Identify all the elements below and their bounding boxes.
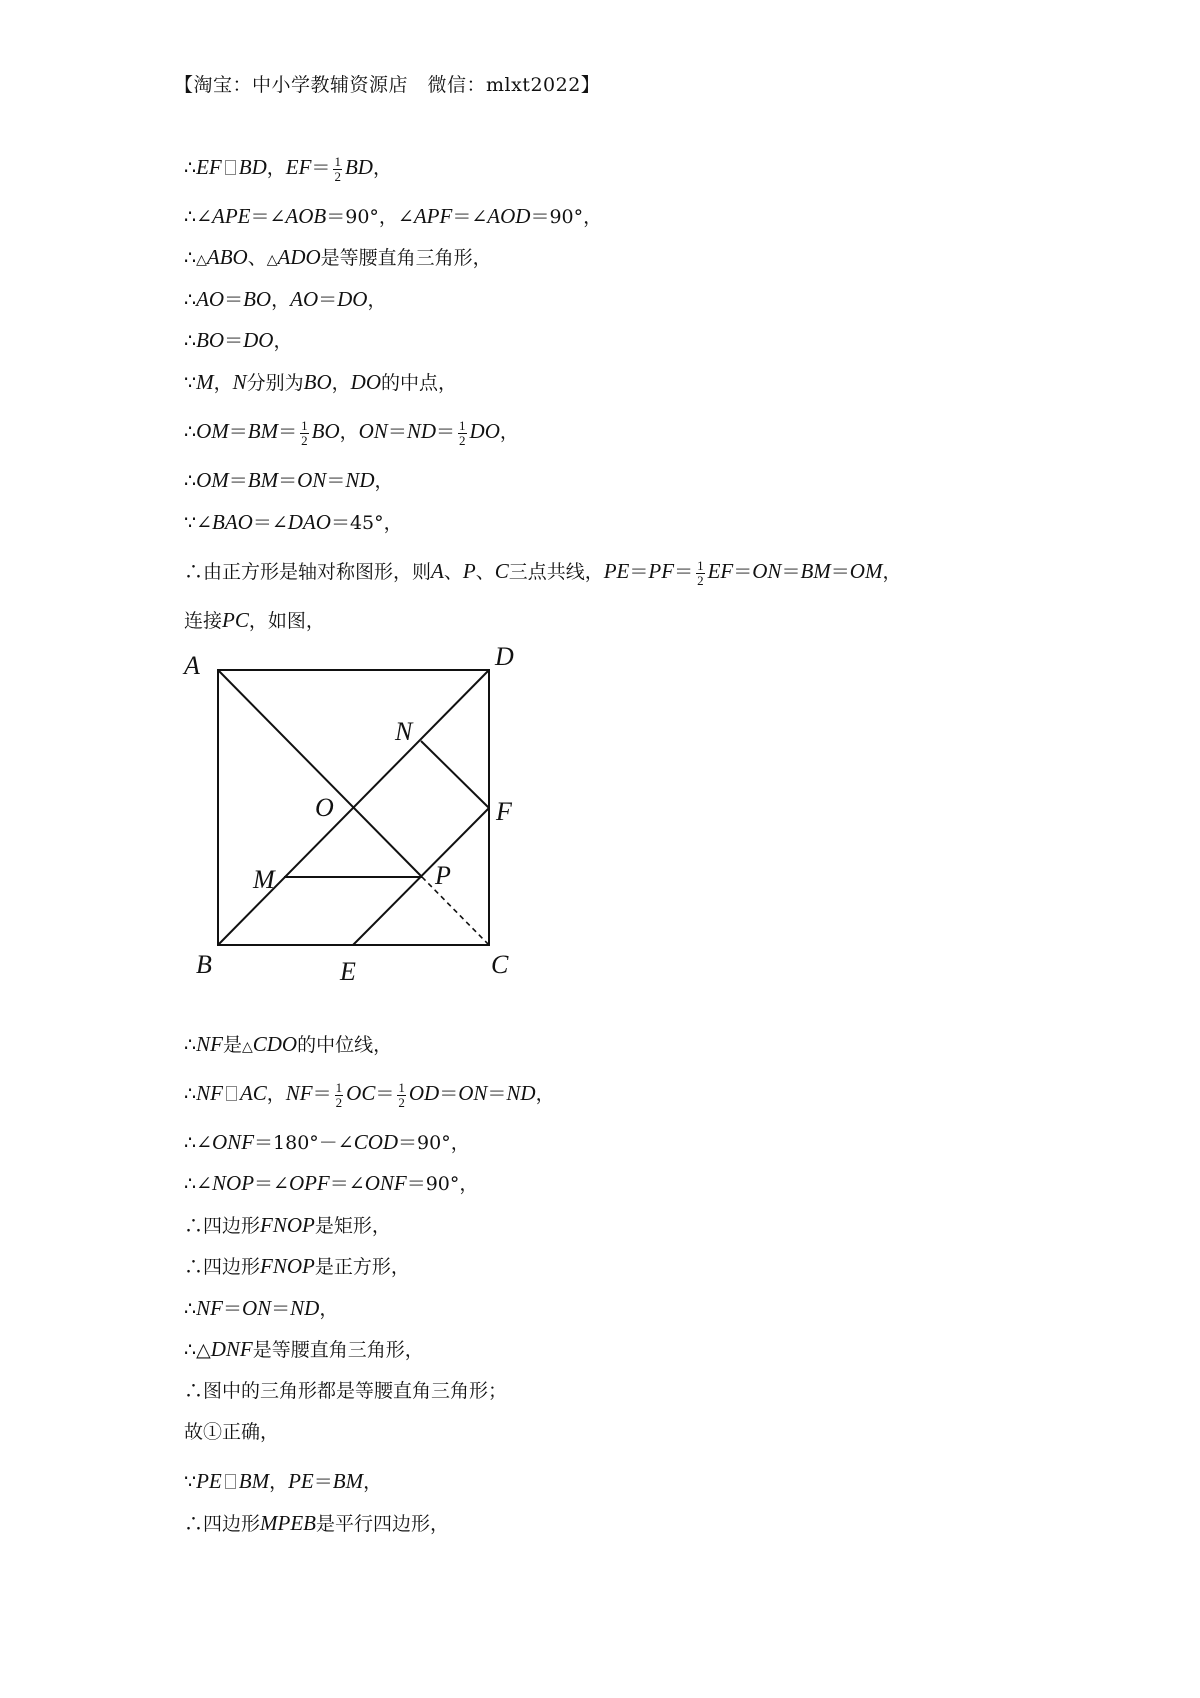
fraction: $\frac{1}{2}$ xyxy=(398,1079,405,1110)
label-n: N xyxy=(395,717,413,746)
proof-line-12: ∴NF是△CDO的中位线， xyxy=(184,1032,393,1056)
proof-line-1: ∴EF BD，EF＝ $\frac{1}{2}$ BD， xyxy=(184,153,392,184)
proof-line-6: ∵M，N分别为BO，DO的中点， xyxy=(184,370,458,394)
proof-line-15: ∴∠NOP＝∠OPF＝∠ONF＝90°， xyxy=(184,1171,479,1195)
label-m: M xyxy=(253,865,275,894)
proof-line-14: ∴∠ONF＝180°－∠COD＝90°， xyxy=(184,1130,470,1154)
proof-line-18: ∴NF＝ON＝ND， xyxy=(184,1296,339,1320)
label-f: F xyxy=(496,797,512,826)
proof-line-17: ∴四边形FNOP是正方形， xyxy=(184,1254,410,1278)
proof-line-22: ∵PE BM，PE＝BM， xyxy=(184,1469,383,1493)
proof-line-19: ∴△DNF是等腰直角三角形， xyxy=(184,1337,424,1361)
square-diagram xyxy=(180,640,540,980)
proof-line-10: ∴由正方形是轴对称图形，则A、P、C三点共线，PE＝PF＝ $\frac{1}{2}$ EF＝ON＝BM＝OM， xyxy=(184,557,902,588)
missing-glyph-box xyxy=(225,160,236,175)
proof-line-23: ∴四边形MPEB是平行四边形， xyxy=(184,1511,450,1535)
fraction: $\frac{1}{2}$ xyxy=(301,417,308,448)
label-a: A xyxy=(184,651,200,680)
missing-glyph-box xyxy=(225,1474,236,1489)
proof-line-11: 连接PC，如图， xyxy=(184,608,325,632)
proof-line-8: ∴OM＝BM＝ON＝ND， xyxy=(184,468,394,492)
fraction: $\frac{1}{2}$ xyxy=(335,1079,343,1110)
fraction: $\frac{1}{2}$ xyxy=(334,153,341,184)
proof-line-9: ∵∠BAO＝∠DAO＝45°， xyxy=(184,510,403,534)
label-p: P xyxy=(435,861,451,890)
fraction: $\frac{1}{2}$ xyxy=(459,417,466,448)
segment-nf xyxy=(421,741,489,808)
proof-line-3: ∴△ABO、△ADO是等腰直角三角形， xyxy=(184,245,492,269)
proof-line-16: ∴四边形FNOP是矩形， xyxy=(184,1213,391,1237)
missing-glyph-box xyxy=(226,1086,237,1101)
proof-line-21: 故①正确， xyxy=(184,1421,280,1443)
proof-line-20: ∴图中的三角形都是等腰直角三角形； xyxy=(184,1380,508,1402)
proof-line-7: ∴OM＝BM＝ $\frac{1}{2}$ BO，ON＝ND＝ $\frac{1}{2}$ DO， xyxy=(184,417,519,448)
label-b: B xyxy=(196,950,212,979)
proof-line-5: ∴BO＝DO， xyxy=(184,328,293,352)
label-d: D xyxy=(495,642,514,671)
proof-line-4: ∴AO＝BO，AO＝DO， xyxy=(184,287,387,311)
proof-line-2: ∴∠APE＝∠AOB＝90°，∠APF＝∠AOD＝90°， xyxy=(184,204,603,228)
label-e: E xyxy=(340,957,356,980)
label-c: C xyxy=(491,950,509,979)
proof-line-13: ∴NF AC，NF＝ $\frac{1}{2}$ OC＝ $\frac{1}{2}$ OD＝ON＝ND， xyxy=(184,1079,555,1110)
page-header: 【淘宝：中小学教辅资源店 微信：mlxt2022】 xyxy=(174,74,601,96)
segment-pc-dashed xyxy=(422,877,489,945)
fraction: $\frac{1}{2}$ xyxy=(697,557,704,588)
segment-ap xyxy=(218,670,422,877)
label-o: O xyxy=(315,793,334,822)
